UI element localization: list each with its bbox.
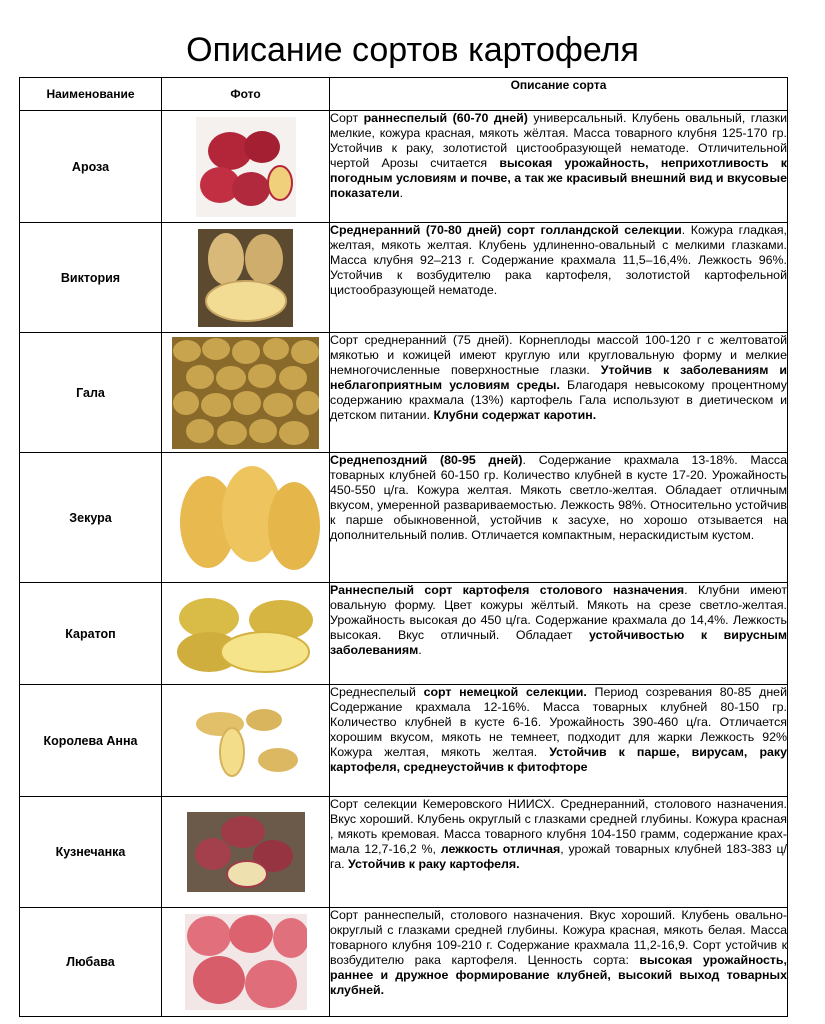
description-text: универсальный. Клубень овальный, глазки мелкие, кожура красная, мякоть жёлтая. Масса товарного клубня 125-170 гр. Устойчив к раку, золотистой цистообразующей нематоде. Отличительной чертой Арозы считается xyxy=(330,111,787,171)
varieties-table xyxy=(19,77,788,1017)
table-row xyxy=(20,333,788,453)
table-row xyxy=(20,583,788,685)
table-row xyxy=(20,453,788,583)
description-bold-text: устойчивостью к вирусным заболеваниям xyxy=(330,628,787,658)
description-text: . xyxy=(399,186,404,201)
small-yellow-potatoes-photo xyxy=(190,702,302,780)
description-text: Сорт раннеспелый, столового назначения. Вкус хороший. Клубень овально-округлый с глазками средней глубины. Кожура красная, мякоть белая. Масса товарного клубня 109-210 г. Содержание крахмала 11,2-16,9. Сорт устойчив к возбудителю рака картофеля. Ценность сорта: xyxy=(330,908,787,968)
variety-description xyxy=(330,333,788,453)
description-text: . Клубни имеют овальную форму. Цвет кожуры жёлтый. Мякоть на срезе светло-желтая. Урожайность высокая до 450 ц/га. Содержание крахмала до 14,4%. Лежкость высокая. Вкус отличный. Обладает xyxy=(330,583,787,643)
description-text: . Кожура гладкая, желтая, мякоть желтая. Клубень удлиненно-овальный с мелкими глазками. Масса клубня 92–213 г. Содержание крахмала 11,5–16,4%. Лежкость 96%. Устойчив к возбудителю рака картофеля, золотистой картофельной цистообразующей нематоде. xyxy=(330,223,787,298)
variety-description xyxy=(330,223,788,333)
potato-pile-photo xyxy=(172,337,319,449)
description-bold-text: Устойчив к раку картофеля. xyxy=(348,857,520,872)
table-row xyxy=(20,908,788,1017)
description-text: Благодаря невысокому процентному содержанию крахмала (13%) картофель Гала используют в диетическом и детском питании. xyxy=(330,378,787,423)
description-bold-text: высокая урожайность, неприхотливость к погодным условиям и почве, а так же красивый внешний вид и вкусовые показатели xyxy=(330,156,788,201)
variety-description xyxy=(330,797,788,908)
variety-name: Королева Анна xyxy=(20,685,162,797)
red-potatoes-dark-photo xyxy=(187,812,305,892)
variety-photo-cell xyxy=(162,453,330,583)
description-text: . xyxy=(418,643,422,658)
description-bold-text: Клубни содержат каротин. xyxy=(433,408,597,423)
variety-description xyxy=(330,453,788,583)
variety-name: Гала xyxy=(20,333,162,453)
description-text: Период созревания 80-85 дней Содержание крахмала 12-16%. Масса товарных клубней 80-150 гр. Количество клубней в кусте 6-16. Урожайность 390-460 ц/га. Отличается хорошим вкусом, мякоть не темнеет, подходит для жарки Лежкость 92% Кожура желтая, мякоть желтая. xyxy=(330,685,787,760)
description-bold-text: сорт немецкой селекции. xyxy=(423,685,587,699)
yellow-potatoes-cut-photo xyxy=(173,594,318,674)
description-text: Сорт xyxy=(330,111,364,125)
variety-photo-cell xyxy=(162,908,330,1017)
column-header-photo: Фото xyxy=(162,78,330,111)
description-text: Сорт среднеранний (75 дней). Корнеплоды массой 100-120 г с желтоватой мякотью и кожицей имеют круглую или кругловальную форму и мелкие немногочисленные поверхностные глазки. xyxy=(330,333,787,378)
variety-name: Зекура xyxy=(20,453,162,583)
variety-name: Каратоп xyxy=(20,583,162,685)
table-row xyxy=(20,111,788,223)
table-row xyxy=(20,797,788,908)
page-title: Описание сортов картофеля xyxy=(186,31,639,69)
column-header-name: Наименование xyxy=(20,78,162,111)
description-bold-text: Раннеспелый сорт картофеля столового назначения xyxy=(330,583,685,597)
variety-name: Любава xyxy=(20,908,162,1017)
variety-photo-cell xyxy=(162,685,330,797)
variety-photo-cell xyxy=(162,111,330,223)
description-bold-text: Среднепоздний (80-95 дней) xyxy=(330,453,523,467)
description-bold-text: Среднеранний (70-80 дней) сорт голландской селекции xyxy=(330,223,682,237)
description-text: Сорт селекции Кемеровского НИИСХ. Среднеранний, столового назначения. Вкус хороший. Клубень округлый с глазками средней глубины. Кожура красная , мякоть кремовая. Масса товарного клубня 104-150 грамм, содержание крах-мала 12,7-16,2 %, xyxy=(330,797,787,857)
description-bold-text: Утойчив к заболеваниям и неблагоприятным условиям среды. xyxy=(330,363,787,393)
variety-name: Ароза xyxy=(20,111,162,223)
variety-name: Кузнечанка xyxy=(20,797,162,908)
variety-description xyxy=(330,583,788,685)
variety-photo-cell xyxy=(162,223,330,333)
variety-photo-cell xyxy=(162,797,330,908)
description-bold-text: высокая урожайность, раннее и дружное формирование клубней, высокий выход товарных клубней. xyxy=(330,953,787,998)
description-bold-text: раннеспелый (60-70 дней) xyxy=(363,111,528,125)
red-potatoes-photo xyxy=(196,117,296,217)
yellow-potatoes-halved-photo xyxy=(198,229,293,327)
variety-photo-cell xyxy=(162,333,330,453)
column-header-description: Описание сорта xyxy=(330,78,788,111)
variety-photo-cell xyxy=(162,583,330,685)
variety-description xyxy=(330,908,788,1017)
description-text: . Содержание крахмала 13-18%. Масса товарных клубней 60-150 гр. Количество клубней в кусте 17-20. Урожайность 450-550 ц/га. Кожура желтая. Мякоть светло-желтая. Обладает отличным вкусом, умеренной развариваемостью. Лежкость 98%. Относительно устойчив к парше обыкновенной, устойчив к засухе, но хорошо отзывается на дополнительный полив. Отличается компактным, нераскидистым кустом. xyxy=(330,453,787,543)
long-yellow-potatoes-photo xyxy=(170,460,322,575)
description-bold-text: Устойчив к парше, вирусам, раку картофеля, среднеустойчив к фитофторе xyxy=(330,745,787,775)
variety-name: Виктория xyxy=(20,223,162,333)
variety-description xyxy=(330,685,788,797)
variety-description xyxy=(330,111,788,223)
table-header-row xyxy=(20,78,788,111)
table-row xyxy=(20,685,788,797)
description-text: , урожай товарных клубней 183-383 ц/га. xyxy=(330,842,787,872)
table-row xyxy=(20,223,788,333)
description-bold-text: лежкость отличная xyxy=(440,842,561,857)
description-text: Среднеспелый xyxy=(330,685,424,699)
pink-potatoes-photo xyxy=(185,914,307,1010)
